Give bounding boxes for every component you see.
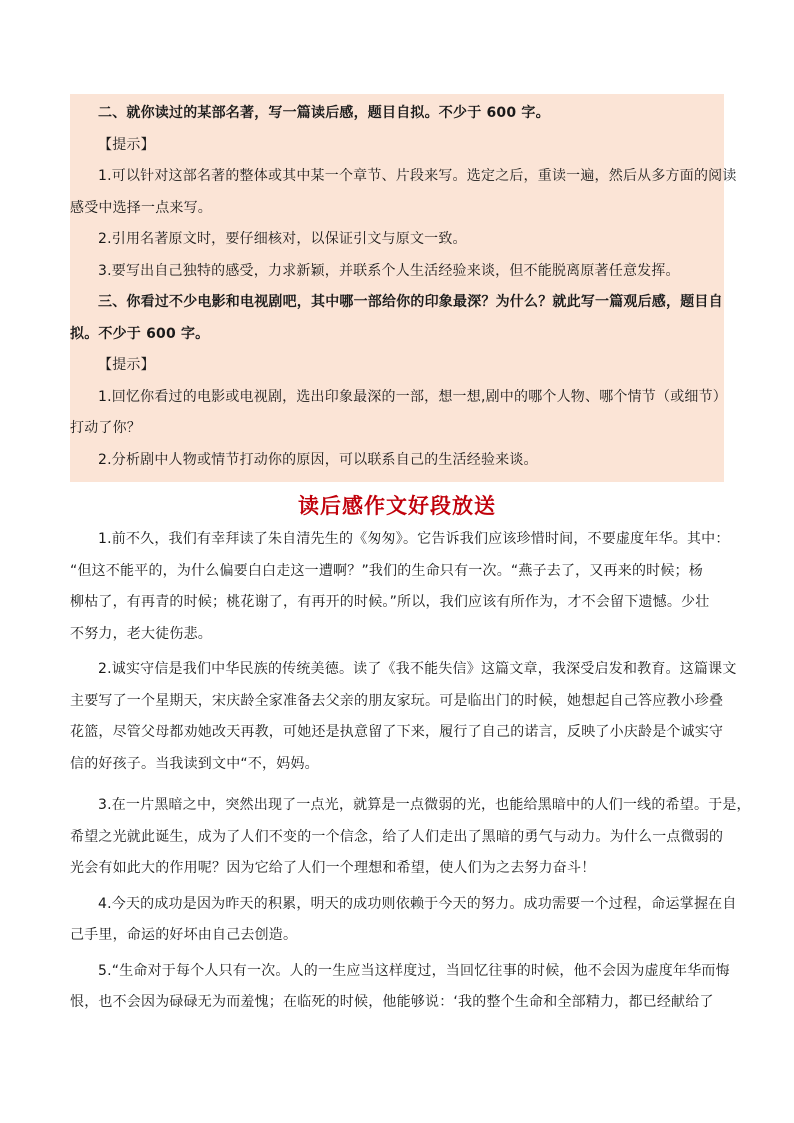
prompt-three-heading: 三、你看过不少电影和电视剧吧，其中哪一部给你的印象最深？为什么？就此写一篇观后感，题目自: [98, 294, 723, 310]
hint-line: 1.可以针对这部名著的整体或其中某一个章节、片段来写。选定之后，重读一遍，然后从多方面的阅读: [98, 168, 737, 184]
section-title: 读后感作文好段放送: [298, 494, 496, 518]
hint-line: 2.分析剧中人物或情节打动你的原因，可以联系自己的生活经验来谈。: [98, 451, 538, 468]
paragraph-line: 柳枯了，有再青的时候；桃花谢了，有再开的时候。”所以，我们应该有所作为，才不会留下遗憾。少壮: [70, 594, 710, 610]
excerpt-paragraph-2: [70, 654, 737, 780]
document-page: [70, 94, 751, 1023]
paragraph-line: “但这不能平的，为什么偏要白白走这一遭啊？”我们的生命只有一次。“燕子去了，又再来的时候；杨: [70, 562, 703, 579]
paragraph-line: 己手里，命运的好坏由自己去创造。: [70, 927, 298, 943]
hint-line: 打动了你？: [70, 420, 141, 436]
hint-label: 【提示】: [98, 136, 155, 153]
prompt-two-heading: 二、就你读过的某部名著，写一篇读后感，题目自拟。不少于 600 字。: [98, 105, 550, 121]
paragraph-line: 信的好孩子。当我读到文中“不，妈妈。: [70, 755, 319, 772]
paragraph-line: 不努力，老大徒伤悲。: [70, 625, 212, 642]
paragraph-line: 主要写了一个星期天，宋庆龄全家准备去父亲的朋友家玩。可是临出门的时候，她想起自己答应教小珍叠: [70, 692, 724, 709]
paragraph-line: 4.今天的成功是因为昨天的积累，明天的成功则依赖于今天的努力。成功需要一个过程，命运掌握在自: [98, 895, 737, 912]
prompt-three-heading-cont: 拟。不少于 600 字。: [70, 325, 210, 342]
hint-line: 感受中选择一点来写。: [70, 199, 212, 216]
excerpt-paragraph-1: [70, 524, 730, 650]
paragraph-line: 2.诚实守信是我们中华民族的传统美德。读了《我不能失信》这篇文章，我深受启发和教育。这篇课文: [98, 661, 737, 677]
writing-prompts-box: [70, 94, 737, 482]
excerpt-paragraph-4: [70, 889, 737, 952]
hint-label: 【提示】: [98, 357, 155, 373]
excerpt-paragraph-3: [70, 790, 751, 885]
paragraph-line: 1.前不久，我们有幸拜读了朱自清先生的《匆匆》。它告诉我们应该珍惜时间，不要虚度年华。其中：: [98, 531, 730, 547]
paragraph-line: 花篮，尽管父母都劝她改天再教，可她还是执意留了下来，履行了自己的诺言，反映了小庆龄是个诚实守: [70, 724, 724, 740]
hint-line: 2.引用名著原文时，要仔细核对，以保证引文与原文一致。: [98, 231, 467, 247]
excerpt-paragraph-5: [70, 956, 730, 1019]
paragraph-line: 恨，也不会因为碌碌无为而羞愧；在临死的时候，他能够说：‘我的整个生命和全部精力，都已经献给了: [70, 994, 714, 1010]
paragraph-line: 3.在一片黑暗之中，突然出现了一点光，就算是一点微弱的光，也能给黑暗中的人们一线的希望。于是，: [98, 797, 751, 813]
paragraph-line: 光会有如此大的作用呢？因为它给了人们一个理想和希望，使人们为之去努力奋斗！: [70, 860, 596, 876]
paragraph-line: 希望之光就此诞生，成为了人们不变的一个信念，给了人们走出了黑暗的勇气与动力。为什么一点微弱的: [70, 828, 724, 845]
paragraph-line: 5.“生命对于每个人只有一次。人的一生应当这样度过，当回忆往事的时候，他不会因为虚度年华而悔: [98, 962, 730, 979]
hint-line: 1.回忆你看过的电影或电视剧，选出印象最深的一部，想一想,剧中的哪个人物、哪个情节（或细节）: [98, 388, 728, 405]
hint-line: 3.要写出自己独特的感受，力求新颖，并联系个人生活经验来谈，但不能脱离原著任意发挥。: [98, 262, 680, 279]
